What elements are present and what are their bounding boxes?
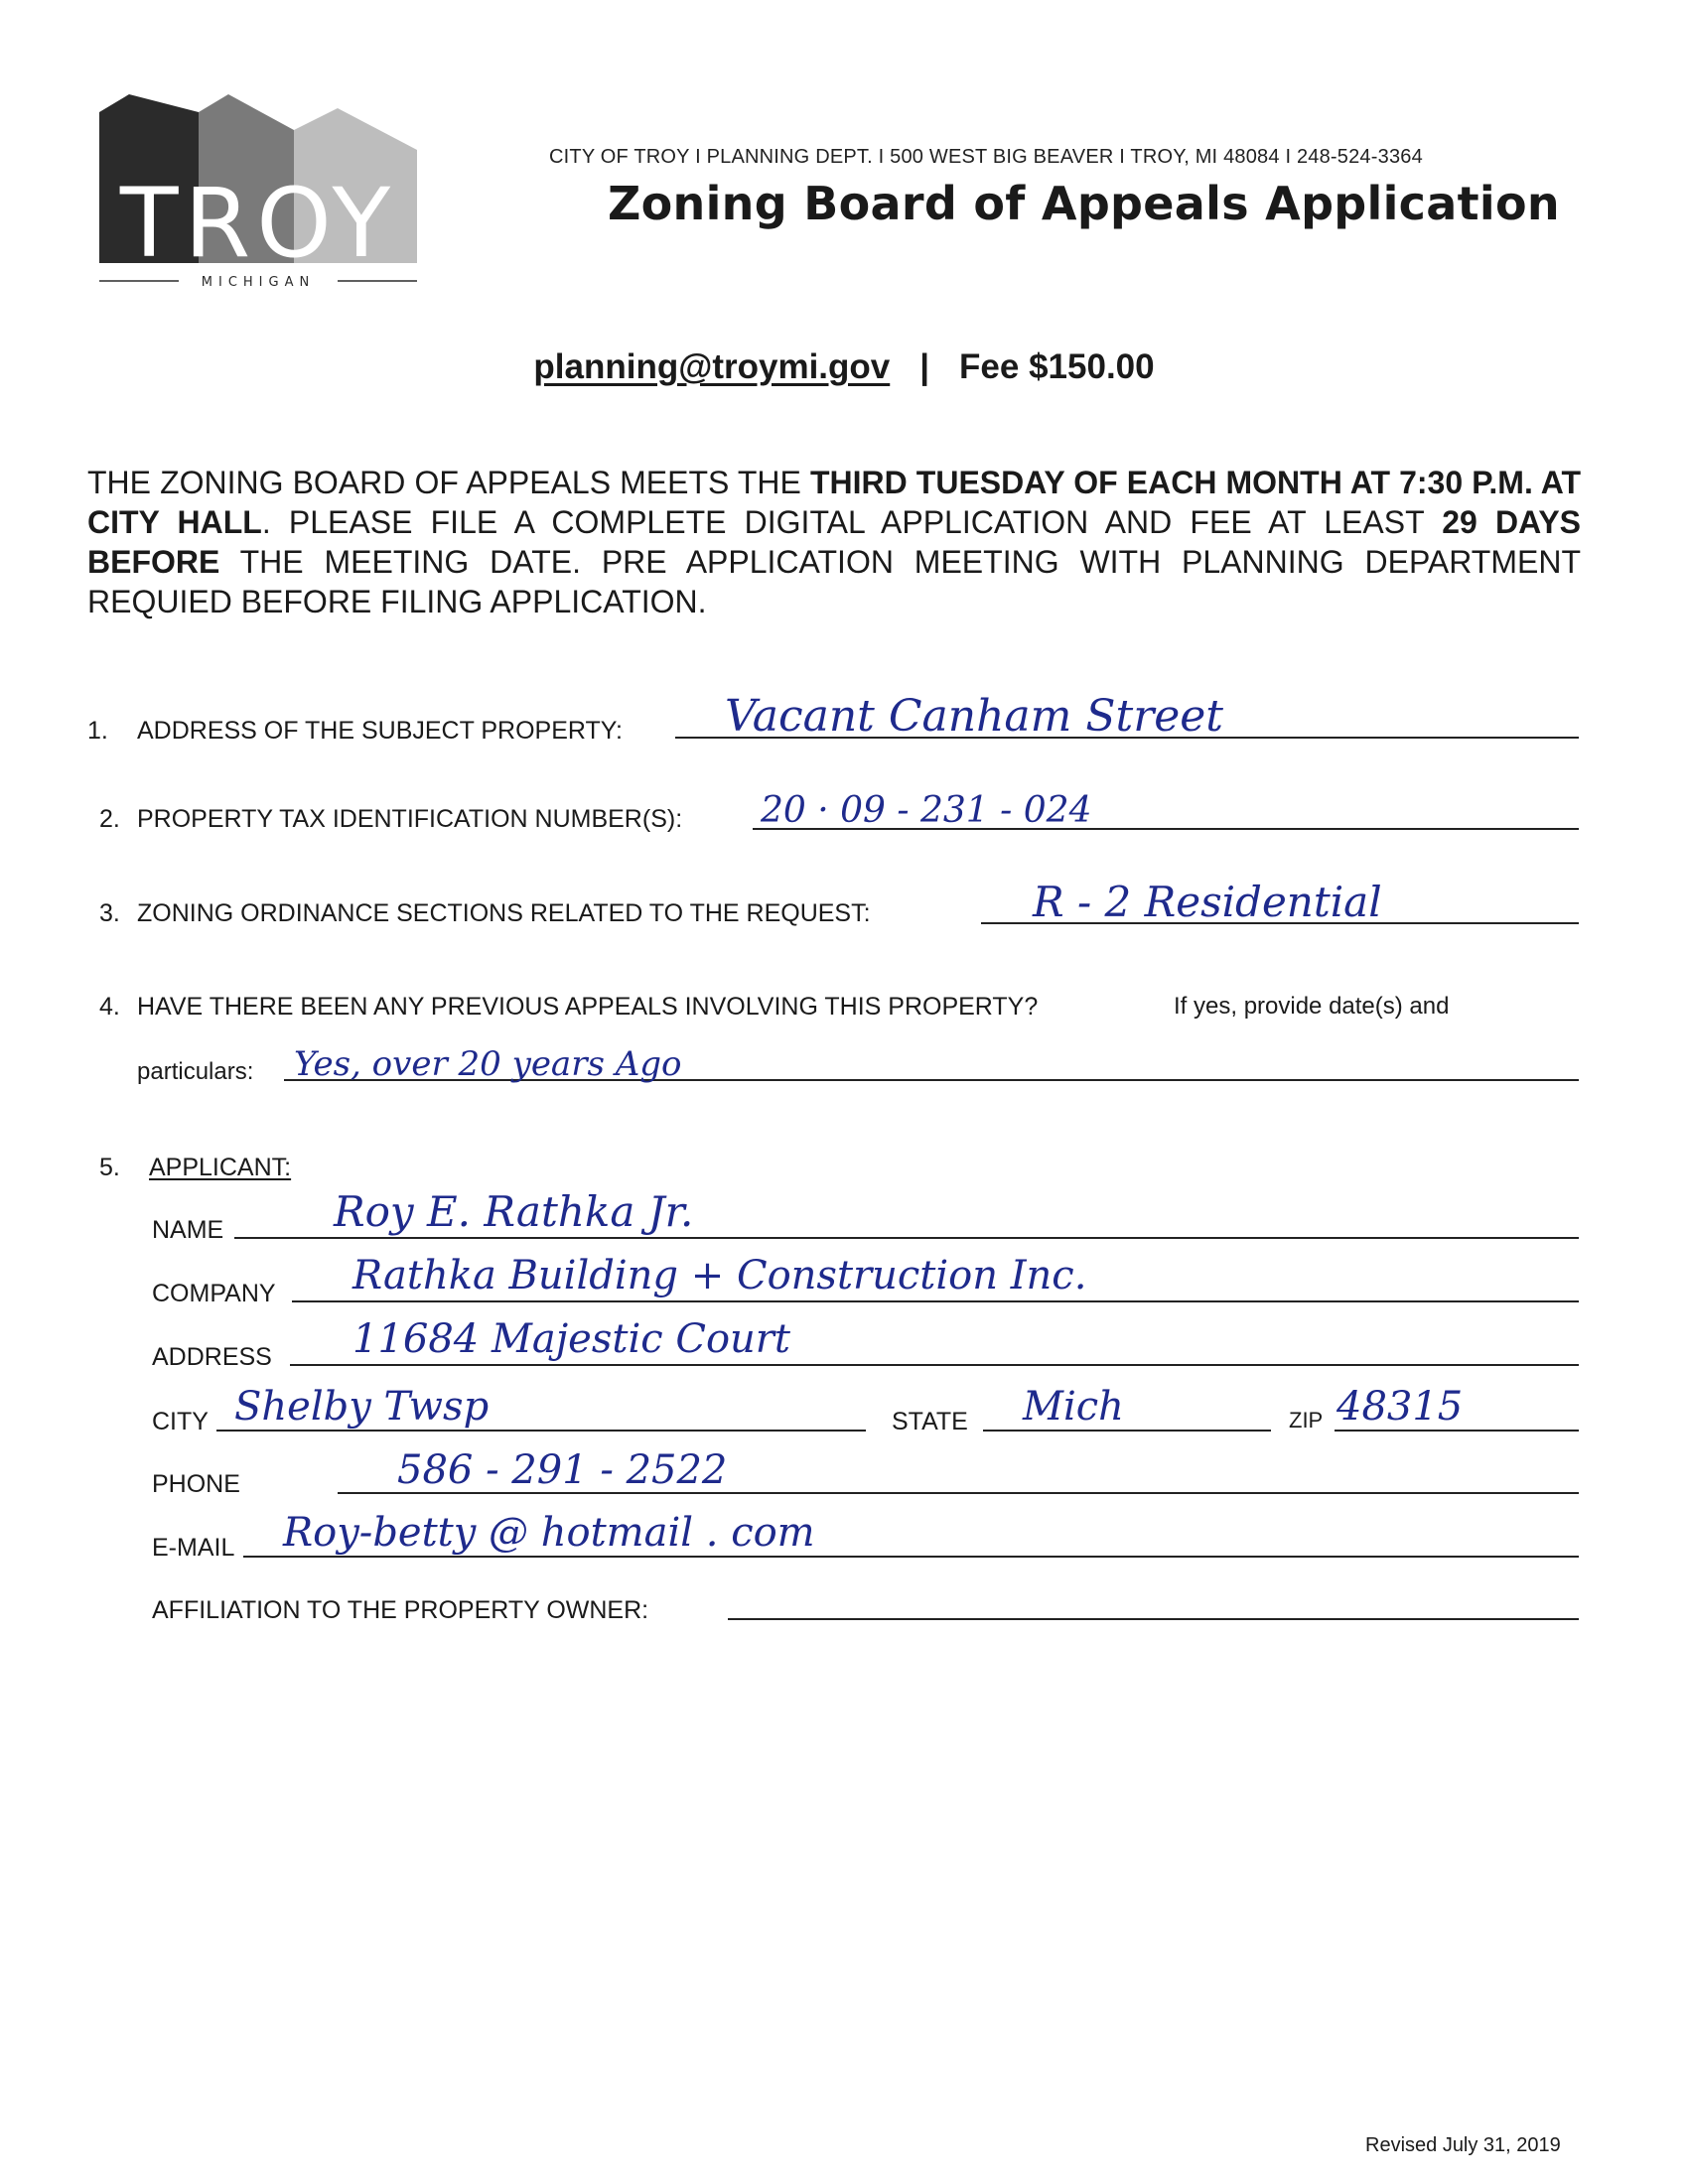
appeals-value[interactable]: Yes, over 20 years Ago <box>294 1044 682 1084</box>
field-label: ADDRESS OF THE SUBJECT PROPERTY: <box>137 717 624 745</box>
address-label: ADDRESS <box>152 1343 272 1371</box>
field-line <box>290 1364 1579 1366</box>
planning-email-link[interactable]: planning@troymi.gov <box>533 347 891 386</box>
address-value[interactable]: Vacant Canham Street <box>725 691 1223 742</box>
field-number: 2. <box>99 805 120 833</box>
state-label: STATE <box>892 1408 968 1435</box>
state-value[interactable]: Mich <box>1023 1384 1124 1430</box>
city-label: CITY <box>152 1408 209 1435</box>
field-hint: If yes, provide date(s) and <box>1174 993 1450 1020</box>
city-value[interactable]: Shelby Twsp <box>234 1384 490 1430</box>
fee-text: Fee $150.00 <box>959 347 1155 386</box>
field-line <box>292 1300 1579 1302</box>
field-number: 5. <box>99 1154 120 1181</box>
field-label: HAVE THERE BEEN ANY PREVIOUS APPEALS INVOLVING THIS PROPERTY? <box>137 993 1039 1021</box>
phone-label: PHONE <box>152 1470 240 1498</box>
contact-fee-line <box>0 347 1688 387</box>
affiliation-label: AFFILIATION TO THE PROPERTY OWNER: <box>152 1596 649 1624</box>
intro-text-3: THE MEETING DATE. PRE APPLICATION MEETING WITH PLANNING DEPARTMENT REQUIED BEFORE FILING APPLICATION. <box>87 544 1581 619</box>
field-line <box>728 1618 1579 1620</box>
field-line <box>243 1556 1579 1558</box>
troy-logo <box>99 94 417 293</box>
field-number: 3. <box>99 899 120 927</box>
logo-word: TROY <box>119 168 397 279</box>
revised-date: Revised July 31, 2019 <box>1365 2134 1561 2156</box>
page-title: Zoning Board of Appeals Application <box>608 177 1560 230</box>
field-line <box>1335 1430 1579 1432</box>
name-value[interactable]: Roy E. Rathka Jr. <box>334 1187 694 1236</box>
intro-bold-1: THIRD TUESDAY OF EACH MONTH AT 7:30 P.M. AT CITY HALL <box>87 465 1582 540</box>
intro-bold-2: 29 DAYS BEFORE <box>87 504 1582 580</box>
email-value[interactable]: Roy-betty @ hotmail . com <box>283 1510 815 1556</box>
field-line <box>983 1430 1271 1432</box>
field-label: PROPERTY TAX IDENTIFICATION NUMBER(S): <box>137 805 683 833</box>
intro-text-2: . PLEASE FILE A COMPLETE DIGITAL APPLICATION AND FEE AT LEAST <box>261 504 1443 540</box>
field-label: ZONING ORDINANCE SECTIONS RELATED TO THE REQUEST: <box>137 899 871 927</box>
field-line <box>216 1430 866 1432</box>
zoning-value[interactable]: R - 2 Residential <box>1033 878 1382 926</box>
field-sublabel: particulars: <box>137 1058 254 1085</box>
separator: | <box>919 347 930 386</box>
intro-paragraph <box>87 463 1581 621</box>
company-value[interactable]: Rathka Building + Construction Inc. <box>352 1253 1087 1298</box>
field-line <box>234 1237 1579 1239</box>
header-contact-line: CITY OF TROY I PLANNING DEPT. I 500 WEST BIG BEAVER I TROY, MI 48084 I 248-524-3364 <box>549 146 1423 168</box>
field-number: 1. <box>87 717 108 745</box>
tax-id-value[interactable]: 20 · 09 - 231 - 024 <box>761 790 1092 831</box>
zip-value[interactable]: 48315 <box>1336 1384 1464 1430</box>
zip-label: ZIP <box>1289 1408 1324 1433</box>
intro-text-1: THE ZONING BOARD OF APPEALS MEETS THE <box>87 465 810 500</box>
email-label: E-MAIL <box>152 1534 235 1562</box>
applicant-heading: APPLICANT: <box>149 1154 292 1181</box>
applicant-address-value[interactable]: 11684 Majestic Court <box>352 1316 790 1362</box>
company-label: COMPANY <box>152 1280 276 1307</box>
name-label: NAME <box>152 1216 224 1244</box>
phone-value[interactable]: 586 - 291 - 2522 <box>397 1447 728 1493</box>
logo-sub: MICHIGAN <box>201 275 316 290</box>
field-number: 4. <box>99 993 120 1021</box>
